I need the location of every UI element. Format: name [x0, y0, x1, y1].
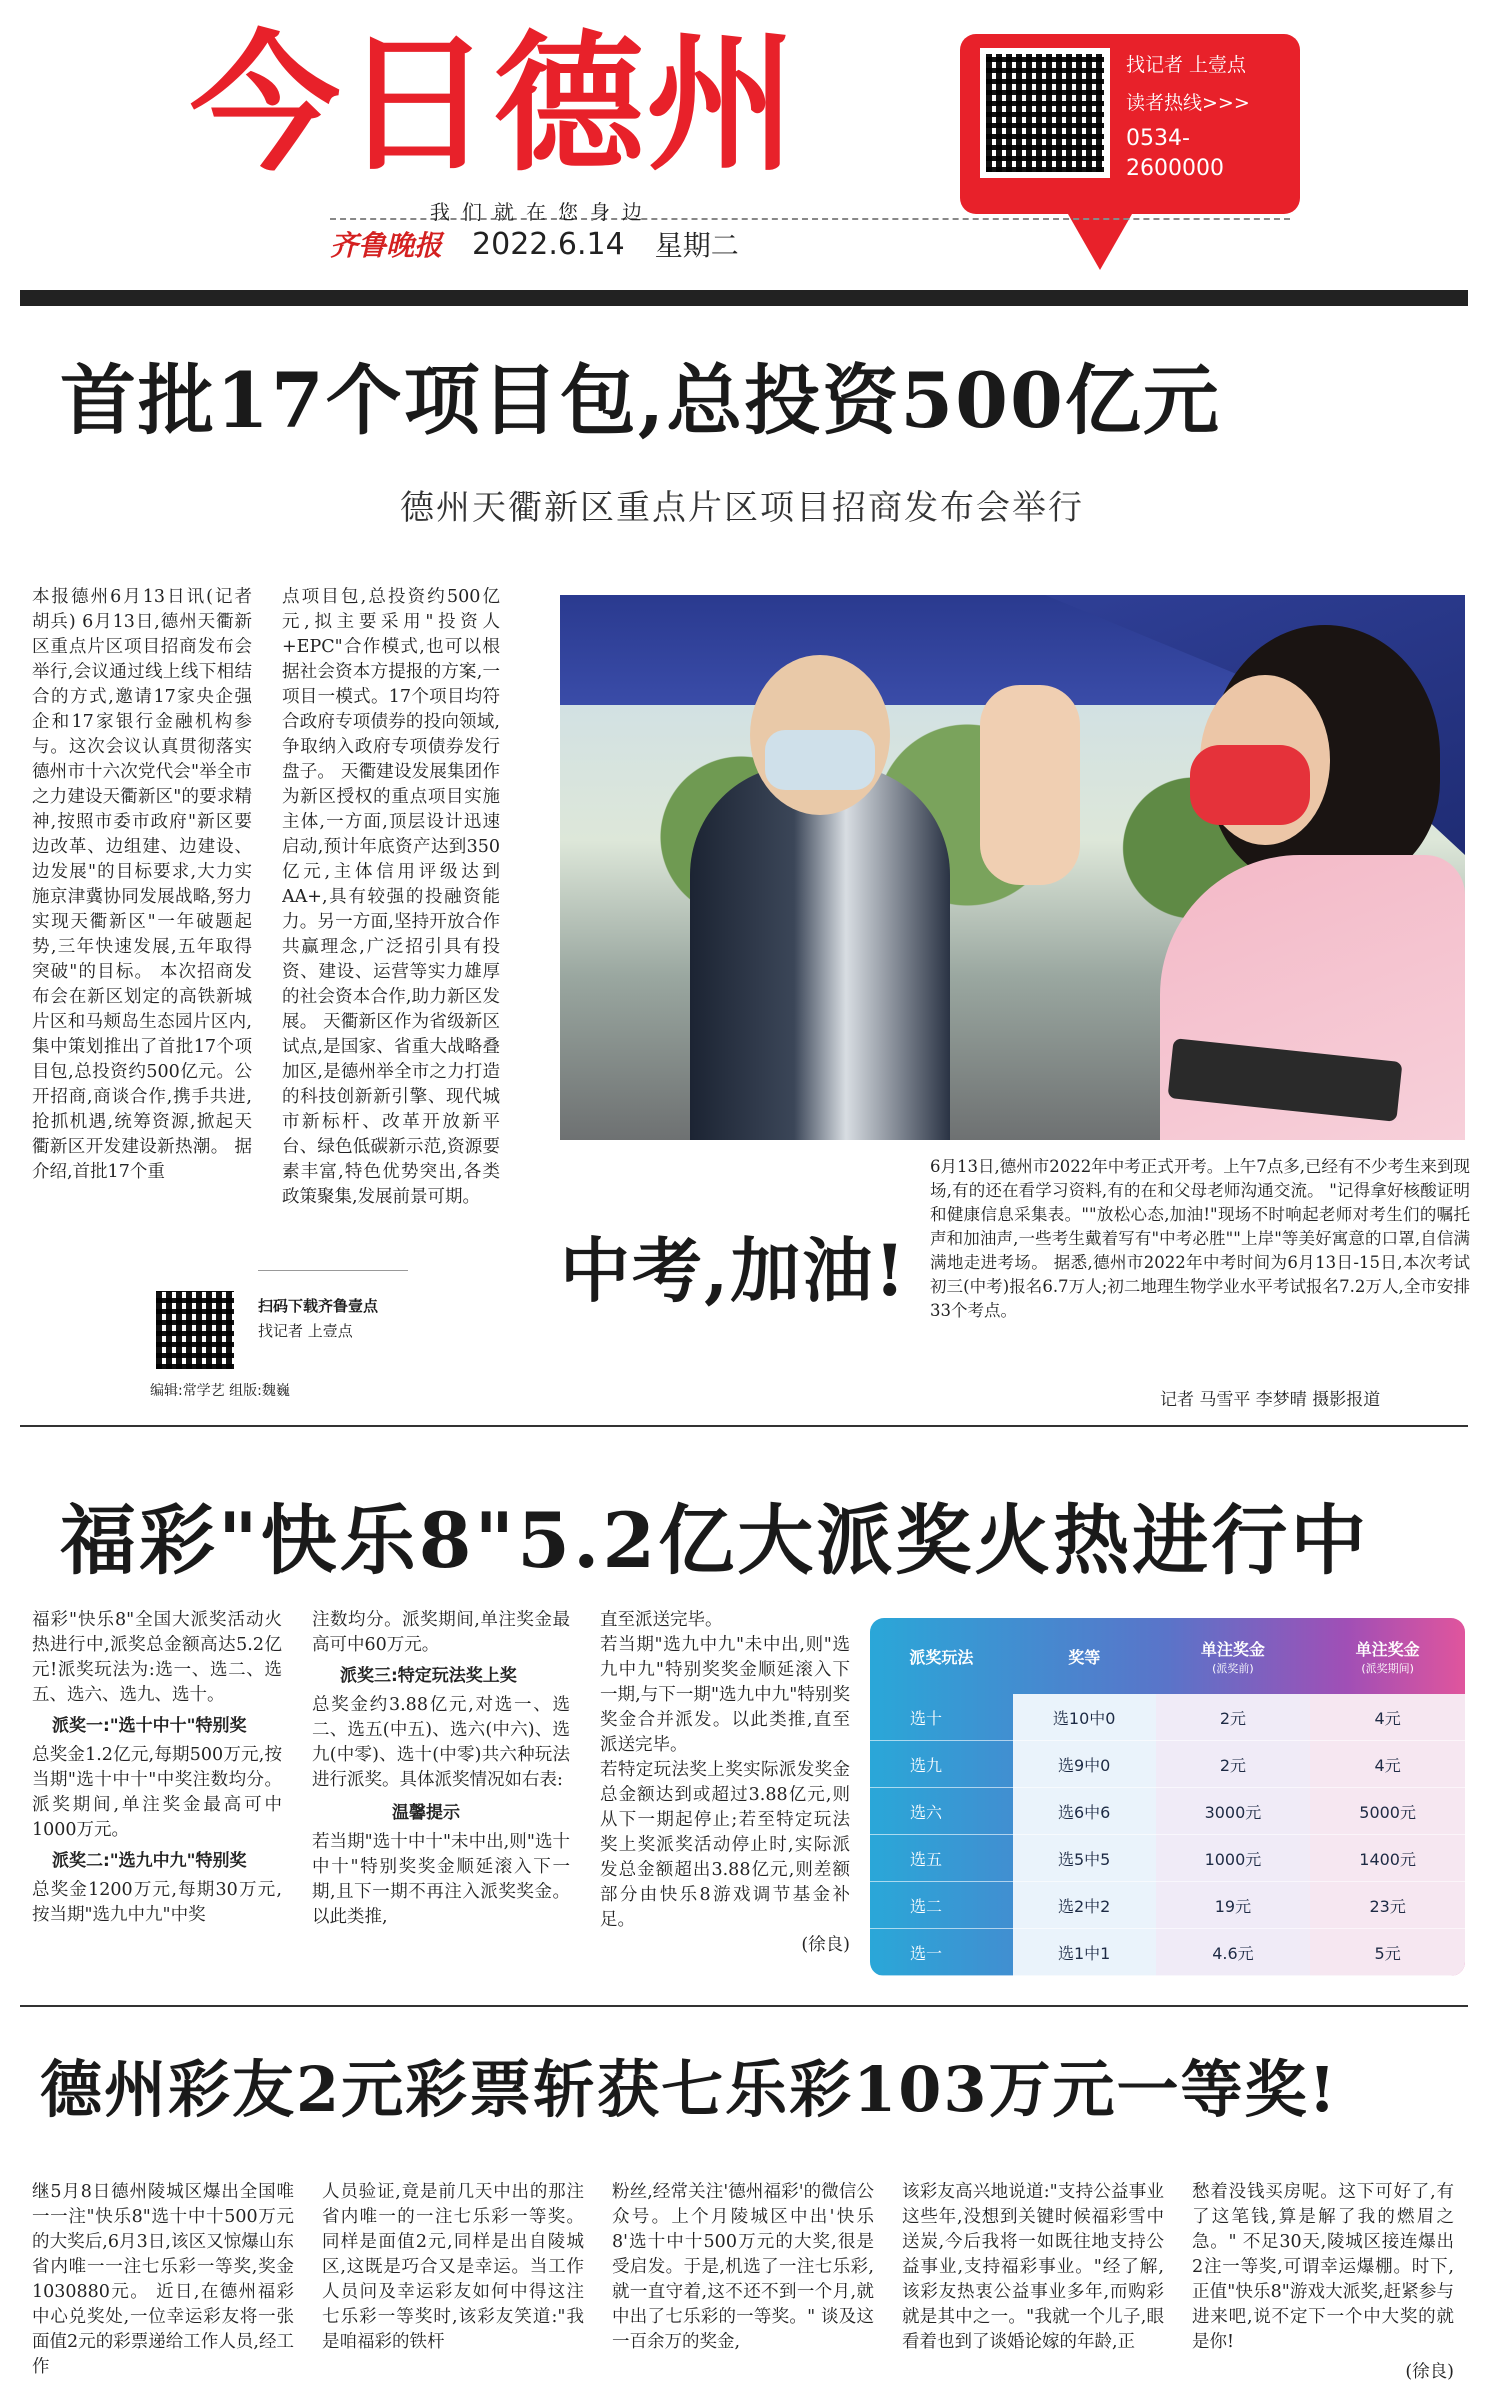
exam-photo [560, 595, 1465, 1140]
photo-story-title: 中考,加油! [560, 1229, 908, 1312]
story2-col2-p2: 总奖金约3.88亿元,对选一、选二、选五(中五)、选六(中六)、选九(中零)、选十(中零)共六种玩法进行派奖。具体派奖情况如右表: [312, 1695, 570, 1790]
qr-note-rule [258, 1270, 408, 1271]
story2-col2-h2: 温馨提示 [392, 1803, 460, 1823]
table-row: 选五 选5中5 1000元 1400元 [870, 1835, 1465, 1882]
story3-col3: 粉丝,经常关注'德州福彩'的微信公众号。上个月陵城区中出'快乐8'选十中十500万元的大奖,很是受启发。于是,机选了一注七乐彩,就一直守着,这不还不到一个月,就中出了七乐彩的一等奖。" 谈及这一百余万的奖金, [612, 2182, 874, 2352]
qr-note2: 找记者 上壹点 [258, 1322, 353, 1340]
story2-col2-p1: 注数均分。派奖期间,单注奖金最高可中60万元。 [312, 1610, 570, 1655]
story1-headline: 首批17个项目包,总投资500亿元 [60, 356, 1221, 445]
story3-signature: (徐良) [1405, 2362, 1454, 2382]
story1-col1: 本报德州6月13日讯(记者 胡兵) 6月13日,德州天衢新区重点片区项目招商发布会举行,会议通过线上线下相结合的方式,邀请17家央企强企和17家银行金融机构参与。这次会议认真贯彻落实德州市十六次党代会"举全市之力建设天衢新区"的要求精神,按照市委市政府"新区要边改革、边组建、边建设、边发展"的目标要求,大力实施京津冀协同发展战略,努力实现天衢新区"一年破题起势,三年快速发展,五年取得突破"的目标。 本次招商发布会在新区划定的高铁新城片区和马颊岛生态园片区内,集中策划推出了首批17个项目包,总投资约500亿元。公开招商,商谈合作,携手共进,抢抓机遇,统筹资源,掀起天衢新区开发建设新热潮。 据介绍,首批17个重 [32, 587, 252, 1182]
contact-line1: 找记者 上壹点 [1126, 54, 1247, 76]
photo-caption: 6月13日,德州市2022年中考正式开考。上午7点多,已经有不少考生来到现场,有的还在看学习资料,有的在和父母老师沟通交流。 "记得拿好核酸证明和健康信息采集表。""放松心态,加油!"现场不时响起老师对考生们的嘱托声和加油声,一些考生戴着写有"中考必胜""上岸"等美好寓意的口罩,自信满满地走进考场。 据悉,德州市2022年中考时间为6月13日-15日,本次考试初三(中考)报名6.7万人;初二地理生物学业水平考试报名7.2万人,全市安排33个考点。 [930, 1157, 1470, 1320]
story2-col3-p3: 若特定玩法奖上奖实际派发奖金总金额达到或超过3.88亿元,则从下一期起停止;若至特定玩法奖上奖派奖活动停止时,实际派发总金额超出3.88亿元,则差额部分由快乐8游戏调节基金补足。 [600, 1760, 850, 1930]
story2-col2-p3: 若当期"选十中十"未中出,则"选十中十"特别奖奖金顺延滚入下一期,且下一期不再注入派奖奖金。以此类推, [312, 1832, 570, 1927]
story2-col3 [600, 1608, 850, 1958]
story1-subhead: 德州天衢新区重点片区项目招商发布会举行 [400, 488, 1084, 528]
editor-credit: 编辑:常学艺 组版:魏巍 [150, 1383, 290, 1399]
masthead-title: 今日德州 [190, 18, 799, 192]
tagline: 我们就在您身边 [430, 200, 654, 224]
story3-col5: 愁着没钱买房呢。这下可好了,有了这笔钱,算是解了我的燃眉之急。" 不足30天,陵城区接连爆出2注一等奖,可谓幸运爆棚。时下,正值"快乐8"游戏大派奖,赶紧参与进来吧,说不定下一个中大奖的就是你! [1192, 2182, 1454, 2352]
prize-table-header: 奖等 [1068, 1647, 1101, 1667]
story3-col2: 人员验证,竟是前几天中出的那注省内唯一的一注七乐彩一等奖。 同样是面值2元,同样是出自陵城区,这既是巧合又是幸运。当工作人员问及幸运彩友如何中得这注七乐彩一等奖时,该彩友笑道:"我是咱福彩的铁杆 [322, 2182, 584, 2352]
prize-table-header: 派奖玩法 [909, 1647, 974, 1667]
table-row: 选十 选10中0 2元 4元 [870, 1694, 1465, 1741]
story2-signature: (徐良) [801, 1935, 850, 1955]
photo-high-five [980, 685, 1080, 885]
story2-headline: 福彩"快乐8"5.2亿大派奖火热进行中 [60, 1496, 1370, 1585]
photo-student-mask [765, 730, 875, 790]
story2-col2-h1: 派奖三:特定玩法奖上奖 [340, 1666, 517, 1686]
story2-col1-h2: 派奖二:"选九中九"特别奖 [52, 1851, 247, 1871]
hotline-number: 0534-2600000 [1126, 126, 1224, 181]
story3-col4: 该彩友高兴地说道:"支持公益事业这些年,没想到关键时候福彩雪中送炭,今后我将一如既往地支持公益事业,支持福彩事业。"经了解,该彩友热衷公益事业多年,而购彩就是其中之一。"我就一个儿子,眼看着也到了谈婚论嫁的年龄,正 [902, 2182, 1164, 2352]
prize-table [870, 1618, 1465, 1976]
story2-col1-h1: 派奖一:"选十中十"特别奖 [52, 1716, 247, 1736]
qr-code-icon[interactable] [980, 48, 1110, 178]
qr-note1: 扫码下载齐鲁壹点 [258, 1297, 379, 1315]
story3-col1: 继5月8日德州陵城区爆出全国唯一一注"快乐8"选十中十500万元的大奖后,6月3日,该区又惊爆山东省内唯一一注七乐彩一等奖,奖金1030880元。 近日,在德州福彩中心兑奖处,一位幸运彩友将一张面值2元的彩票递给工作人员,经工作 [32, 2182, 294, 2377]
story2-col3-p2: 若当期"选九中九"未中出,则"选九中九"特别奖奖金顺延滚入下一期,与下一期"选九中九"特别奖奖金合并派发。以此类推,直至派送完毕。 [600, 1635, 850, 1755]
prize-table-header: 单注奖金 (派奖期间) [1355, 1639, 1420, 1675]
prize-table-header: 单注奖金 (派奖前) [1200, 1639, 1265, 1675]
story2-col1-p2: 总奖金1.2亿元,每期500万元,按当期"选十中十"中奖注数均分。派奖期间,单注奖金最高可中1000万元。 [32, 1745, 282, 1840]
story2-col2 [312, 1608, 570, 1930]
story2-col1-p3: 总奖金1200万元,每期30万元,按当期"选九中九"中奖 [32, 1880, 282, 1925]
story2-col3-p1: 直至派送完毕。 [600, 1610, 723, 1630]
story1-col2: 点项目包,总投资约500亿元,拟主要采用"投资人+EPC"合作模式,也可以根据社会资本方提报的方案,一项目一模式。17个项目均符合政府专项债券的投向领域,争取纳入政府专项债券发行盘子。 天衢建设发展集团作为新区授权的重点项目实施主体,一方面,顶层设计迅速启动,预计年底资产达到350亿元,主体信用评级达到AA+,具有较强的投融资能力。另一方面,坚持开放合作共赢理念,广泛招引具有投资、建设、运营等实力雄厚的社会资本合作,助力新区发展。 天衢新区作为省级新区试点,是国家、省重大战略叠加区,是德州举全市之力打造的科技创新新引擎、现代城市新标杆、改革开放新平台、绿色低碳新示范,资源要素丰富,特色优势突出,各类政策聚集,发展前景可期。 [282, 587, 500, 1207]
issue-date: 2022.6.14 [472, 226, 625, 262]
story3-headline: 德州彩友2元彩票斩获七乐彩103万元一等奖! [40, 2053, 1338, 2126]
table-row: 选二 选2中2 19元 23元 [870, 1882, 1465, 1929]
app-qr-icon[interactable] [150, 1285, 240, 1375]
story2-col1-p1: 福彩"快乐8"全国大派奖活动火热进行中,派奖总金额高达5.2亿元!派奖玩法为:选一、选二、选五、选六、选九、选十。 [32, 1610, 282, 1705]
header-divider [20, 290, 1468, 306]
photo-student [690, 765, 950, 1140]
brand-logo: 齐鲁晚报 [330, 229, 443, 262]
photo-teacher-mask [1190, 745, 1310, 825]
table-row: 选六 选6中6 3000元 5000元 [870, 1788, 1465, 1835]
section-divider-1 [20, 1425, 1468, 1427]
issue-weekday: 星期二 [654, 229, 739, 262]
story2-col1 [32, 1608, 282, 1928]
contact-line2: 读者热线>>> [1126, 92, 1250, 114]
table-row: 选九 选9中0 2元 4元 [870, 1741, 1465, 1788]
table-row: 选一 选1中1 4.6元 5元 [870, 1929, 1465, 1976]
photo-credit: 记者 马雪平 李梦晴 摄影报道 [1160, 1390, 1381, 1410]
masthead-info-row [330, 222, 1330, 266]
section-divider-2 [20, 2005, 1468, 2007]
